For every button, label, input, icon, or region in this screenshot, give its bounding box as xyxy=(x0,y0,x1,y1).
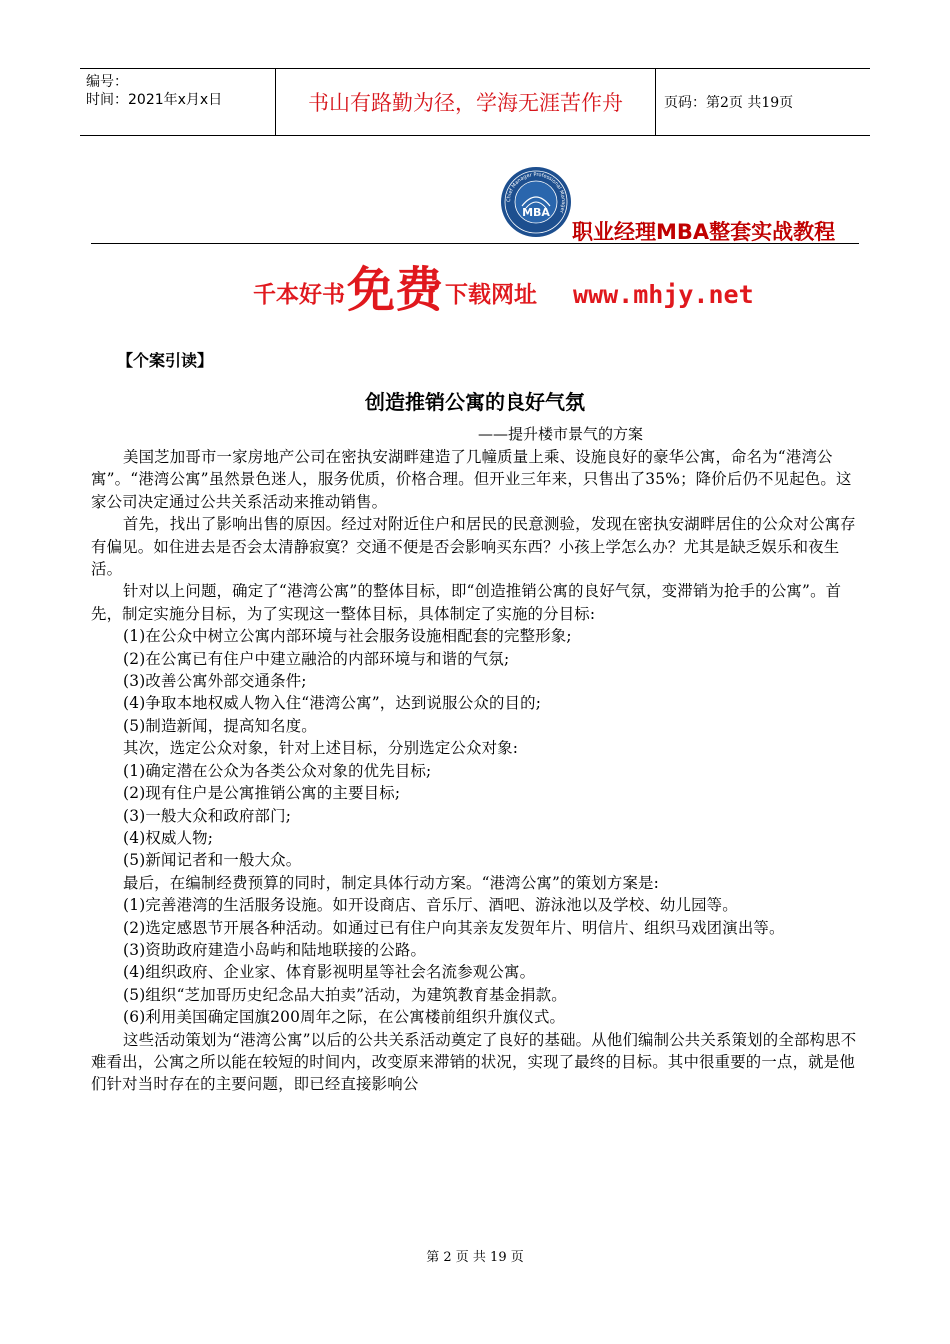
download-prefix: 千本好书 xyxy=(253,282,345,308)
logo-text: MBA xyxy=(522,206,550,219)
download-suffix: 下载网址 xyxy=(445,282,538,308)
list-item: (2)在公寓已有住户中建立融洽的内部环境与和谐的气氛; xyxy=(123,649,510,668)
list-item: (2)选定感恩节开展各种活动。如通过已有住户向其亲友发贺年片、明信片、组织马戏团演出等。 xyxy=(123,918,785,937)
list-item: (1)在公众中树立公寓内部环境与社会服务设施相配套的完整形象; xyxy=(123,627,572,646)
list-item: (3)资助政府建造小岛屿和陆地联接的公路。 xyxy=(123,940,427,959)
document-date-label: 时间：2021年x月x日 xyxy=(86,92,223,108)
download-url-link[interactable]: www.mhjy.net xyxy=(573,280,754,309)
body-paragraph: 针对以上问题，确定了“港湾公寓”的整体目标，即“创造推销公寓的良好气氛，变滞销为抢手的公寓”。首先，制定实施分目标，为了实现这一整体目标，具体制定了实施的分目标: xyxy=(91,582,842,623)
page-footer: 第 2 页 共 19 页 xyxy=(426,1250,524,1265)
document-subtitle: ——提升楼市景气的方案 xyxy=(478,425,644,443)
document-number-label: 编号： xyxy=(86,74,128,90)
body-paragraph: 其次，选定公众对象，针对上述目标，分别选定公众对象: xyxy=(123,739,519,758)
download-free: 免费 xyxy=(347,262,444,318)
body-paragraph: 最后，在编制经费预算的同时，制定具体行动方案。“港湾公寓”的策划方案是: xyxy=(123,873,660,892)
header-motto: 书山有路勤为径，学海无涯苦作舟 xyxy=(276,69,656,135)
list-item: (4)权威人物; xyxy=(123,828,214,847)
body-paragraph: 美国芝加哥市一家房地产公司在密执安湖畔建造了几幢质量上乘、设施良好的豪华公寓，命名为“港湾公寓”。“港湾公寓”虽然景色迷人，服务优质，价格合理。但开业三年来，只售出了35%；降价后仍不见起色。这家公司决定通过公共关系活动来推动销售。 xyxy=(91,448,852,511)
list-item: (1)确定潜在公众为各类公众对象的优先目标; xyxy=(123,761,432,780)
mba-logo-seal xyxy=(500,166,572,238)
list-item: (3)一般大众和政府部门; xyxy=(123,806,292,825)
list-item: (4)组织政府、企业家、体育影视明星等社会名流参观公寓。 xyxy=(123,963,536,982)
list-item: (6)利用美国确定国旗200周年之际，在公寓楼前组织升旗仪式。 xyxy=(123,1008,566,1027)
list-item: (3)改善公寓外部交通条件; xyxy=(123,672,307,691)
download-banner xyxy=(253,252,754,320)
body-text xyxy=(91,446,864,1096)
page-header xyxy=(80,68,870,136)
logo-ring-text: Chief Manager Professional Manager xyxy=(505,171,567,214)
body-paragraph: 首先，找出了影响出售的原因。经过对附近住户和居民的民意测验，发现在密执安湖畔居住的公众对公寓存有偏见。如住进去是否会太清静寂寞？交通不便是否会影响买东西？小孩上学怎么办？尤其是缺乏娱乐和夜生活。 xyxy=(91,515,856,579)
list-item: (1)完善港湾的生活服务设施。如开设商店、音乐厅、酒吧、游泳池以及学校、幼儿园等。 xyxy=(123,896,738,915)
header-meta xyxy=(80,69,276,135)
case-label: 【个案引读】 xyxy=(117,351,214,370)
document-title: 创造推销公寓的良好气氛 xyxy=(365,390,585,414)
mba-course-title: 职业经理MBA整套实战教程 xyxy=(572,220,836,244)
list-item: (2)现有住户是公寓推销公寓的主要目标; xyxy=(123,784,401,803)
list-item: (5)制造新闻，提高知名度。 xyxy=(123,716,317,735)
list-item: (5)新闻记者和一般大众。 xyxy=(123,851,302,870)
list-item: (5)组织“芝加哥历史纪念品大拍卖”活动，为建筑教育基金捐款。 xyxy=(123,985,567,1004)
body-paragraph: 这些活动策划为“港湾公寓”以后的公共关系活动奠定了良好的基础。从他们编制公共关系策划的全部构思不难看出，公寓之所以能在较短的时间内，改变原来滞销的状况，实现了最终的目标。其中很重要的一点，就是他们针对当时存在的主要问题，即已经直接影响公 xyxy=(91,1030,857,1094)
list-item: (4)争取本地权威人物入住“港湾公寓”，达到说服公众的目的; xyxy=(123,694,542,713)
header-page-number: 页码：第2页 共19页 xyxy=(664,95,794,111)
banner-divider xyxy=(91,243,859,244)
